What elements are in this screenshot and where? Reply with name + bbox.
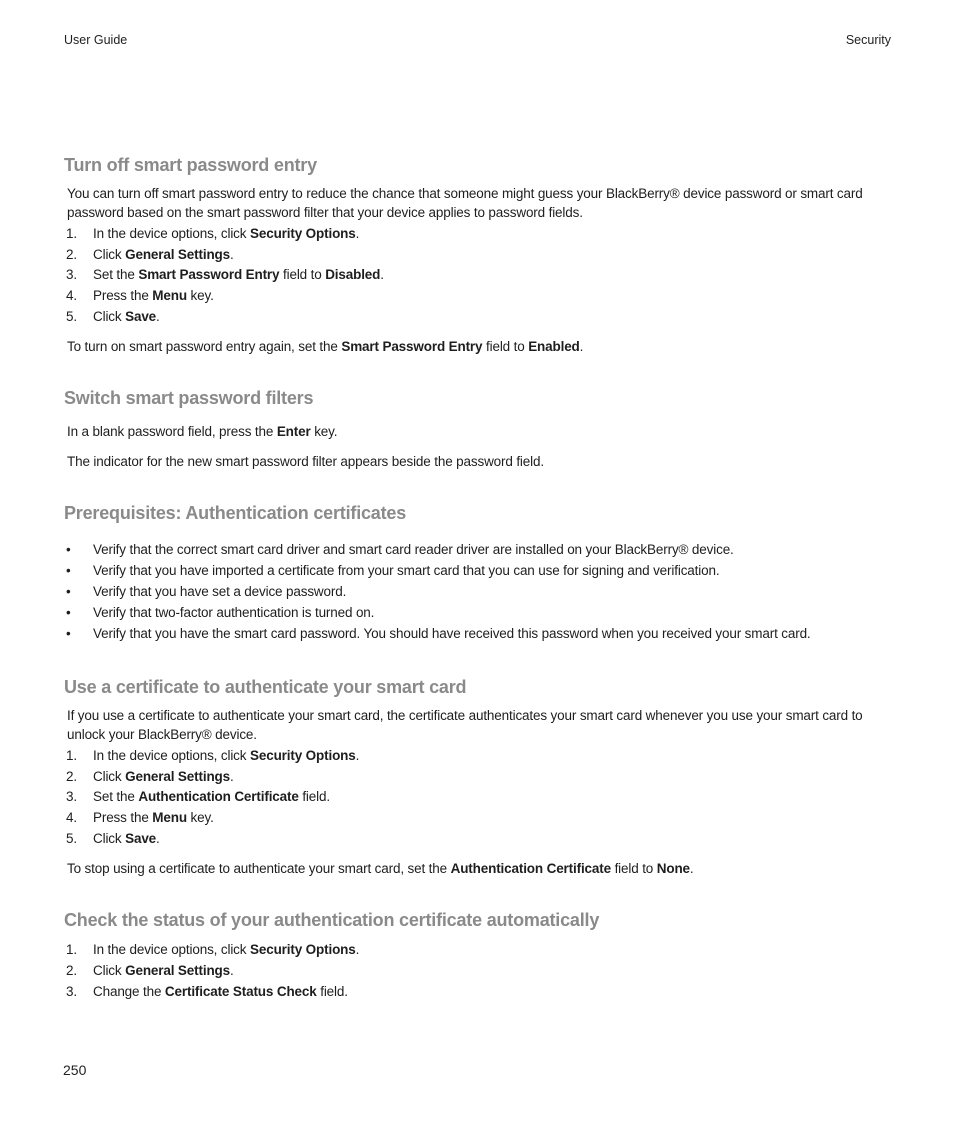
step-number: 3. <box>66 984 77 999</box>
step-number: 1. <box>66 226 77 241</box>
ui-term: Authentication Certificate <box>450 861 611 876</box>
section-paragraph: The indicator for the new smart password filter appears beside the password field. <box>67 454 544 469</box>
bullet-icon: • <box>66 584 71 599</box>
ui-term: Menu <box>152 810 187 825</box>
section-note: To stop using a certificate to authenticate your smart card, set the Authentication Certificate field to None. <box>67 861 694 876</box>
step-number: 2. <box>66 247 77 262</box>
ui-term: Save <box>125 831 157 846</box>
running-header-left: User Guide <box>64 33 128 47</box>
section-title-prerequisites: Prerequisites: Authentication certificates <box>64 503 407 523</box>
section-note: To turn on smart password entry again, set the Smart Password Entry field to Enabled. <box>67 339 584 354</box>
step-number: 1. <box>66 748 77 763</box>
step-number: 2. <box>66 963 77 978</box>
ui-term: General Settings <box>125 769 230 784</box>
ui-term: General Settings <box>125 963 230 978</box>
ui-term: Authentication Certificate <box>138 789 299 804</box>
ui-term: Disabled <box>325 267 381 282</box>
ui-term: Security Options <box>250 942 356 957</box>
step-number: 5. <box>66 309 77 324</box>
bullet-icon: • <box>66 626 71 641</box>
ui-term: Smart Password Entry <box>341 339 483 354</box>
section-title-check-status: Check the status of your authentication certificate automatically <box>64 910 600 930</box>
bullet-icon: • <box>66 563 71 578</box>
section-title-switch-filters: Switch smart password filters <box>64 388 314 408</box>
ui-term: Certificate Status Check <box>164 984 317 999</box>
ui-term: Security Options <box>250 748 356 763</box>
step-number: 3. <box>66 789 77 804</box>
bullet-icon: • <box>66 605 71 620</box>
step-number: 5. <box>66 831 77 846</box>
section-intro: If you use a certificate to authenticate your smart card, the certificate authenticates your smart card whenever you use your smart card to unlock your BlackBerry® device. <box>67 708 863 742</box>
step-number: 3. <box>66 267 77 282</box>
step-number: 4. <box>66 288 77 303</box>
running-header-right: Security <box>845 33 891 47</box>
section-title-use-certificate: Use a certificate to authenticate your smart card <box>64 677 467 697</box>
ui-term: Menu <box>152 288 187 303</box>
bullet-icon: • <box>66 542 71 557</box>
ui-term: Security Options <box>250 226 356 241</box>
step-number: 1. <box>66 942 77 957</box>
page-number: 250 <box>63 1062 87 1078</box>
ui-term: General Settings <box>125 247 230 262</box>
step-number: 2. <box>66 769 77 784</box>
ui-term: None <box>656 861 690 876</box>
ui-term: Smart Password Entry <box>138 267 280 282</box>
ui-term: Enabled <box>528 339 580 354</box>
step-number: 4. <box>66 810 77 825</box>
section-title-turn-off-smart-password: Turn off smart password entry <box>64 155 317 175</box>
section-paragraph: In a blank password field, press the Enter key. <box>67 424 338 439</box>
section-intro: You can turn off smart password entry to reduce the chance that someone might guess your BlackBerry® device password or smart card password based on the smart password filter that your device applies to password fields. <box>67 186 863 220</box>
ui-term: Save <box>125 309 157 324</box>
ui-term: Enter <box>276 424 311 439</box>
